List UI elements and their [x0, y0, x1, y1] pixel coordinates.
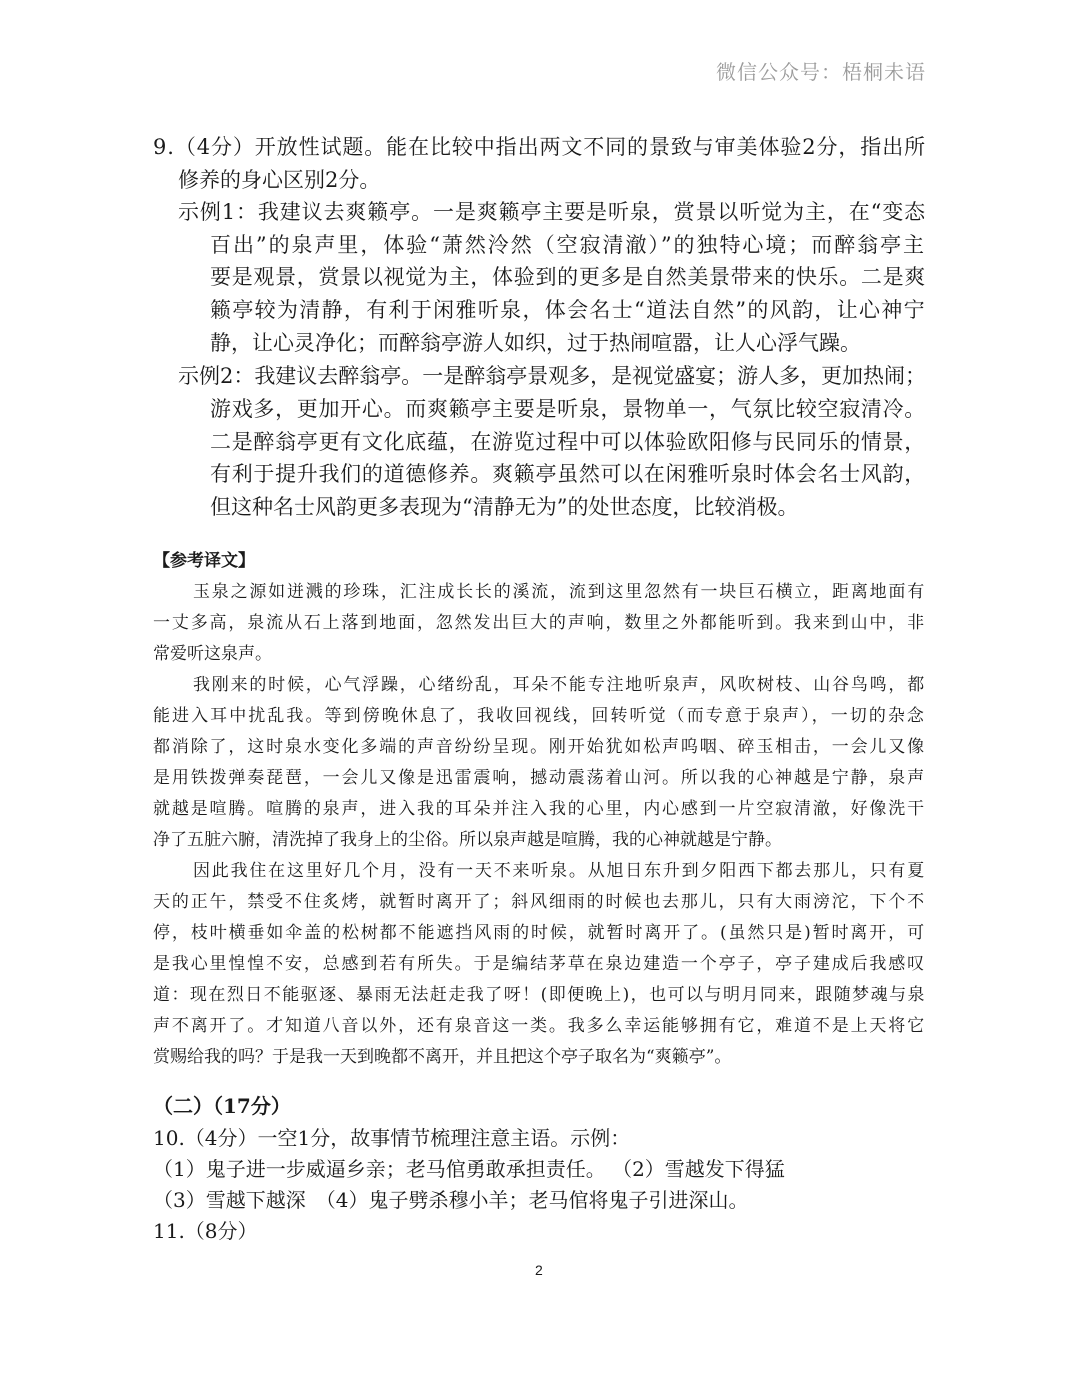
- translation-line: 玉泉之源如迸溅的珍珠，汇注成长长的溪流，流到这里忽然有一块巨石横立，距离地面有: [193, 582, 926, 602]
- example2-line: 示例2：我建议去醉翁亭。一是醉翁亭景观多，是视觉盛宴；游人多，更加热闹；: [178, 364, 926, 388]
- example1-line: 籁亭较为清静，有利于闲雅听泉，体会名士“道法自然”的风韵，让心神宁: [210, 298, 926, 322]
- translation-line: 赏赐给我的吗？于是我一天到晚都不离开，并且把这个亭子取名为“爽籁亭”。: [153, 1047, 732, 1067]
- translation-line: 是用铁拨弹奏琵琶，一会儿又像是迅雷震响，撼动震荡着山河。所以我的心神越是宁静，泉声: [153, 768, 926, 788]
- translation-line: 因此我住在这里好几个月，没有一天不来听泉。从旭日东升到夕阳西下都去那儿，只有夏: [193, 861, 926, 881]
- q11-text: 11.（8分）: [153, 1219, 258, 1243]
- example2-line: 有利于提升我们的道德修养。爽籁亭虽然可以在闲雅听泉时体会名士风韵，: [210, 462, 926, 486]
- example2-line: 但这种名士风韵更多表现为“清静无为”的处世态度，比较消极。: [210, 495, 799, 519]
- translation-line: 是我心里惶惶不安，总感到若有所失。于是编结茅草在泉边建造一个亭子，亭子建成后我感叹: [153, 954, 926, 974]
- translation-line: 我刚来的时候，心气浮躁，心绪纷乱，耳朵不能专注地听泉声，风吹树枝、山谷鸟鸣，都: [193, 675, 926, 695]
- q9-line: 修养的身心区别2分。: [178, 168, 381, 192]
- q9-line: 9.（4分）开放性试题。能在比较中指出两文不同的景致与审美体验2分，指出所: [153, 135, 926, 159]
- translation-heading: 【参考译文】: [153, 551, 255, 571]
- translation-line: 常爱听这泉声。: [153, 644, 272, 664]
- translation-line: 声不离开了。才知道八音以外，还有泉音这一类。我多么幸运能够拥有它，难道不是上天将它: [153, 1016, 926, 1036]
- example1-line: 百出”的泉声里，体验“萧然泠然（空寂清澈）”的独特心境；而醉翁亭主: [210, 233, 926, 257]
- q10-text: 10.（4分）一空1分，故事情节梳理注意主语。示例：: [153, 1126, 631, 1150]
- example2-line: 游戏多，更加开心。而爽籁亭主要是听泉，景物单一，气氛比较空寂清冷。: [210, 397, 926, 421]
- translation-line: 都消除了，这时泉水变化多端的声音纷纷呈现。刚开始犹如松声呜咽、碎玉相击，一会儿又像: [153, 737, 926, 757]
- watermark: 微信公众号：梧桐未语: [716, 60, 926, 84]
- section2-heading: （二）（17分）: [153, 1094, 291, 1118]
- q10-answer-line: （1）鬼子进一步威逼乡亲；老马倌勇敢承担责任。 （2）雪越发下得猛: [153, 1157, 785, 1181]
- translation-line: 就越是喧腾。喧腾的泉声，进入我的耳朵并注入我的心里，内心感到一片空寂清澈，好像洗干: [153, 799, 926, 819]
- translation-line: 天的正午，禁受不住炙烤，就暂时离开了；斜风细雨的时候也去那儿，只有大雨滂沱，下个不: [153, 892, 926, 912]
- translation-line: 停，枝叶横垂如伞盖的松树都不能遮挡风雨的时候，就暂时离开了。(虽然只是)暂时离开，可: [153, 923, 926, 943]
- translation-line: 能进入耳中扰乱我。等到傍晚休息了，我收回视线，回转听觉（而专意于泉声），一切的杂念: [153, 706, 926, 726]
- example2-line: 二是醉翁亭更有文化底蕴，在游览过程中可以体验欧阳修与民同乐的情景，: [210, 430, 926, 454]
- translation-line: 道：现在烈日不能驱逐、暴雨无法赶走我了呀！(即便晚上)，也可以与明月同来，跟随梦魂与泉: [153, 985, 926, 1005]
- page-number: 2: [535, 1262, 543, 1278]
- translation-line: 一丈多高，泉流从石上落到地面，忽然发出巨大的声响，数里之外都能听到。我来到山中，非: [153, 613, 926, 633]
- q10-answer-line: （3）雪越下越深 （4）鬼子劈杀穆小羊；老马倌将鬼子引进深山。: [153, 1188, 749, 1212]
- example1-line: 要是观景，赏景以视觉为主，体验到的更多是自然美景带来的快乐。二是爽: [210, 265, 926, 289]
- translation-line: 净了五脏六腑，清洗掉了我身上的尘俗。所以泉声越是喧腾，我的心神就越是宁静。: [153, 830, 782, 850]
- example1-line: 静，让心灵净化；而醉翁亭游人如织，过于热闹喧嚣，让人心浮气躁。: [210, 331, 861, 355]
- example1-line: 示例1：我建议去爽籁亭。一是爽籁亭主要是听泉，赏景以听觉为主，在“变态: [178, 200, 926, 224]
